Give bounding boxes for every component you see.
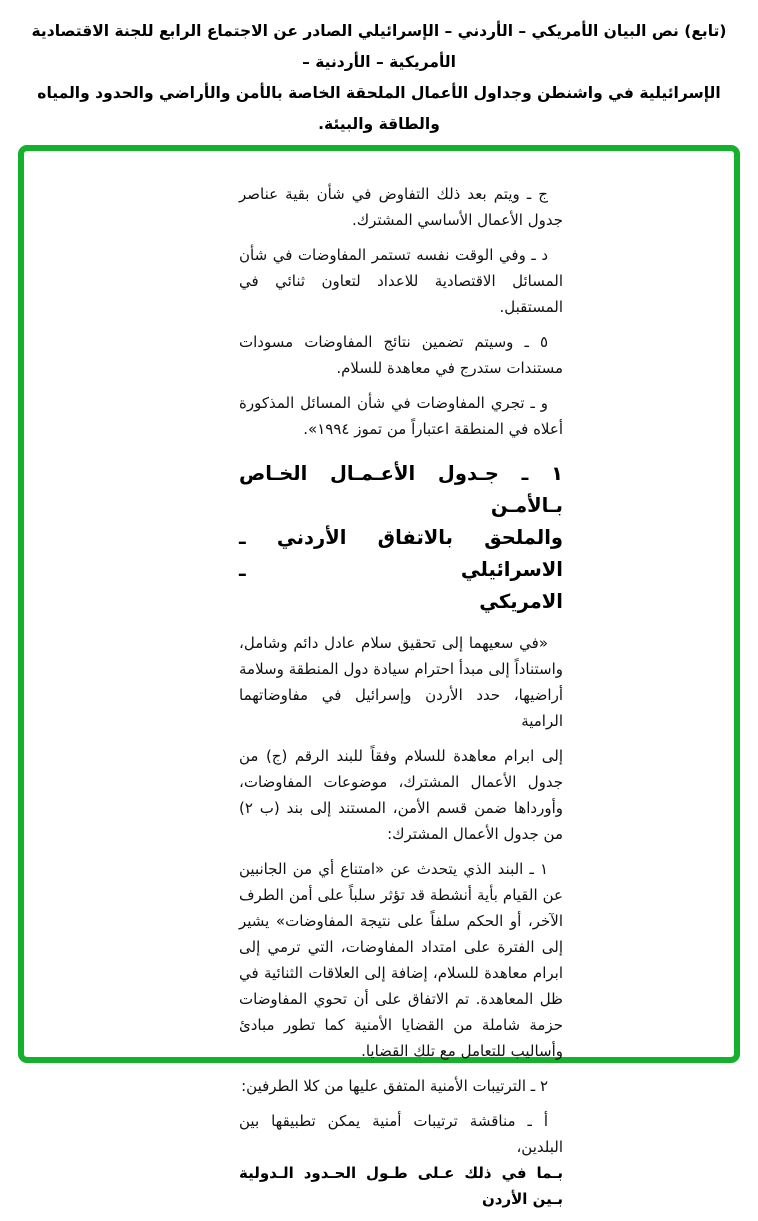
numbered-item-1: ١ ـ البند الذي يتحدث عن «امتناع أي من الجانبين عن القيام بأية أنشطة قد تؤثر سلباً على أمن الطرف الآخر، أو الحكم سلفاً على نتيجة المفاوضات» يشير إلى الفترة على امتداد المفاوضات، التي ترمي إلى ابرام معاهدة للسلام، إضافة إلى العلاقات الثنائية في ظل المعاهدة. تم الاتفاق على أن تحوي المفاوضات حزمة شاملة من القضايا الأمنية كما تطور مبادئ وأساليب للتعامل مع تلك القضايا.	[239, 860, 563, 1060]
section-heading-line-1: ١ ـ جـدول الأعـمـال الخـاص بـالأمـن	[239, 462, 563, 517]
highlight-frame	[18, 145, 740, 1208]
section-heading-line-3: الامريكي	[479, 590, 563, 613]
numbered-item-2: ٢ ـ الترتيبات الأمنية المتفق عليها من كلا الطرفين:	[241, 1077, 548, 1095]
section-heading-line-2: والملحق بالاتفاق الأردني ـ الاسرائيلي ـ	[239, 526, 563, 581]
clause-5: ٥ ـ وسيتم تضمين نتائج المفاوضات مسودات مستندات ستدرج في معاهدة للسلام.	[239, 333, 563, 377]
intro-paragraph-1: «في سعيهما إلى تحقيق سلام عادل دائم وشامل، واستناداً إلى مبدأ احترام سيادة دول المنطقة وسلامة أراضيها، حدد الأردن وإسرائيل في مفاوضاتهما الرامية	[239, 634, 563, 730]
clause-jeem: ج ـ ويتم بعد ذلك التفاوض في شأن بقية عناصر جدول الأعمال الأساسي المشترك.	[239, 185, 563, 229]
clause-alef	[239, 1108, 563, 1212]
document-body	[239, 181, 563, 1221]
clause-alef-line-1: أ ـ مناقشة ترتيبات أمنية يمكن تطبيقها بين البلدين،	[239, 1112, 563, 1156]
clause-alef-line-2: بـما في ذلك عـلى طـول الحـدود الـدولية بـين الأردن	[239, 1164, 563, 1208]
clause-dal: د ـ وفي الوقت نفسه تستمر المفاوضات في شأن المسائل الاقتصادية للاعداد لتعاون ثنائي في المستقبل.	[239, 246, 563, 316]
header-title-line-2: الإسرائيلية في واشنطن وجداول الأعمال الملحقة الخاصة بالأمن والأراضي والحدود والمياه والطاقة والبيئة.	[37, 84, 721, 133]
clause-waw: و ـ تجري المفاوضات في شأن المسائل المذكورة أعلاه في المنطقة اعتباراً من تموز ١٩٩٤».	[239, 394, 563, 438]
intro-paragraph-2: إلى ابرام معاهدة للسلام وفقاً للبند الرقم (ج) من جدول الأعمال المشترك، موضوعات المفاوضات، وأورداها ضمن قسم الأمن، المستند إلى بند (ب ٢) من جدول الأعمال المشترك:	[239, 747, 563, 843]
header-title-line-1: (تابع) نص البيان الأمريكي – الأردني – الإسرائيلي الصادر عن الاجتماع الرابع للجنة الاقتصادية الأمريكية – الأردنية –	[31, 22, 727, 71]
section-heading	[239, 458, 563, 618]
